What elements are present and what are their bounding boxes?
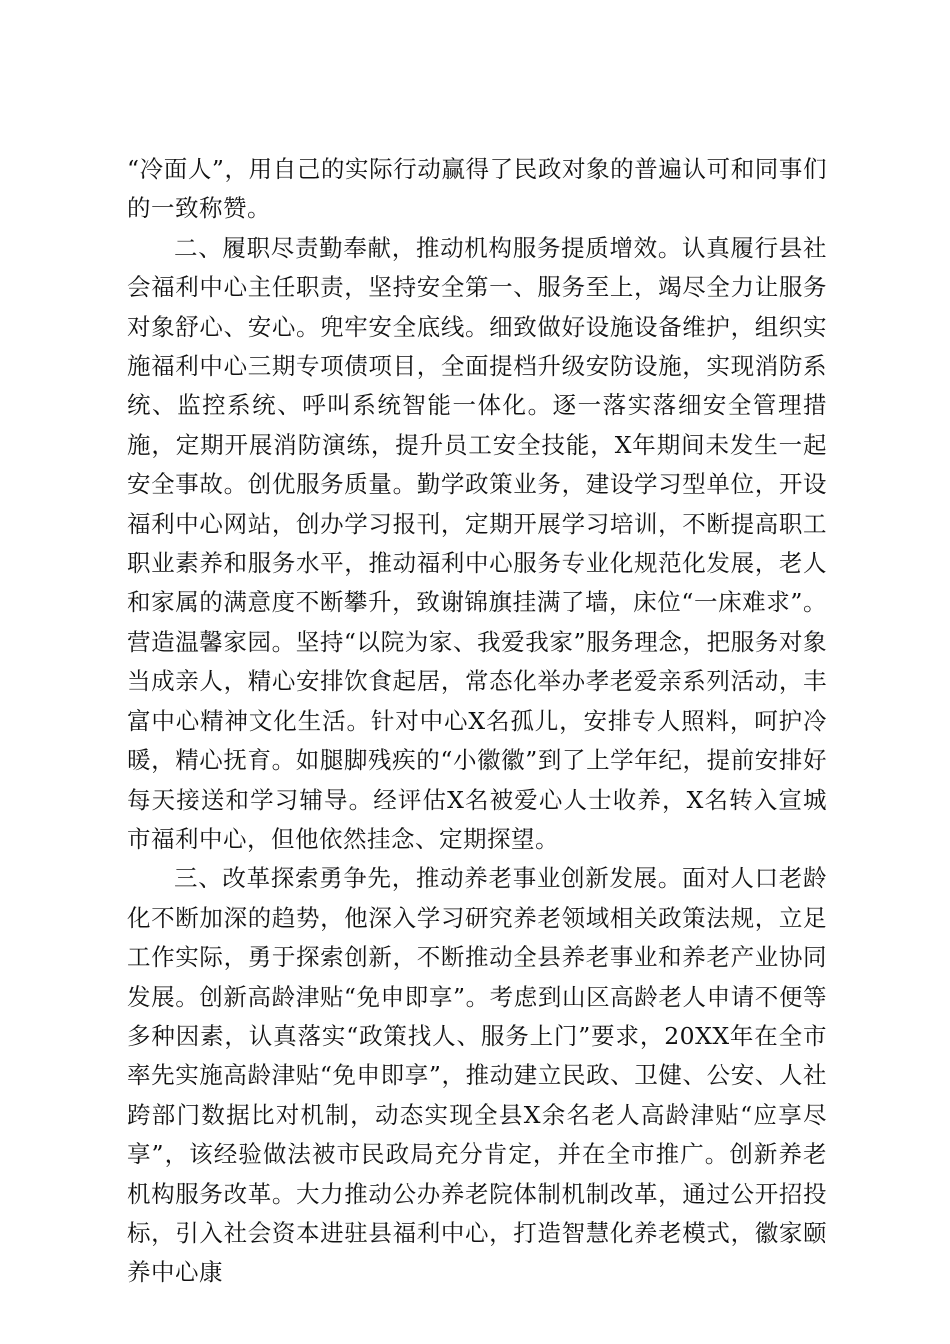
document-body bbox=[127, 150, 827, 1293]
paragraph-continuation: “冷面人”，用自己的实际行动赢得了民政对象的普遍认可和同事们的一致称赞。 bbox=[127, 155, 827, 223]
paragraph-section-three: 三、改革探索勇争先，推动养老事业创新发展。面对人口老龄化不断加深的趋势，他深入学习研究养老领域相关政策法规，立足工作实际，勇于探索创新，不断推动全县养老事业和养老产业协同发展。创新高龄津贴“免申即享”。考虑到山区高龄老人申请不便等多种因素，认真落实“政策找人、服务上门”要求，20XX年在全市率先实施高龄津贴“免申即享”，推动建立民政、卫健、公安、人社跨部门数据比对机制，动态实现全县X余名老人高龄津贴“应享尽享”，该经验做法被市民政局充分肯定，并在全市推广。创新养老机构服务改革。大力推动公办养老院体制机制改革，通过公开招投标，引入社会资本进驻县福利中心，打造智慧化养老模式，徽家颐养中心康 bbox=[127, 864, 827, 1287]
paragraph-section-two: 二、履职尽责勤奉献，推动机构服务提质增效。认真履行县社会福利中心主任职责，坚持安全第一、服务至上，竭尽全力让服务对象舒心、安心。兜牢安全底线。细致做好设施设备维护，组织实施福利中心三期专项债项目，全面提档升级安防设施，实现消防系统、监控系统、呼叫系统智能一体化。逐一落实落细安全管理措施，定期开展消防演练，提升员工安全技能，X年期间未发生一起安全事故。创优服务质量。勤学政策业务，建设学习型单位，开设福利中心网站，创办学习报刊，定期开展学习培训，不断提高职工职业素养和服务水平，推动福利中心服务专业化规范化发展，老人和家属的满意度不断攀升，致谢锦旗挂满了墙，床位“一床难求”。营造温馨家园。坚持“以院为家、我爱我家”服务理念，把服务对象当成亲人，精心安排饮食起居，常态化举办孝老爱亲系列活动，丰富中心精神文化生活。针对中心X名孤儿，安排专人照料，呵护冷暖，精心抚育。如腿脚残疾的“小徽徽”到了上学年纪，提前安排好每天接送和学习辅导。经评估X名被爱心人士收养，X名转入宣城市福利中心，但他依然挂念、定期探望。 bbox=[127, 233, 827, 853]
